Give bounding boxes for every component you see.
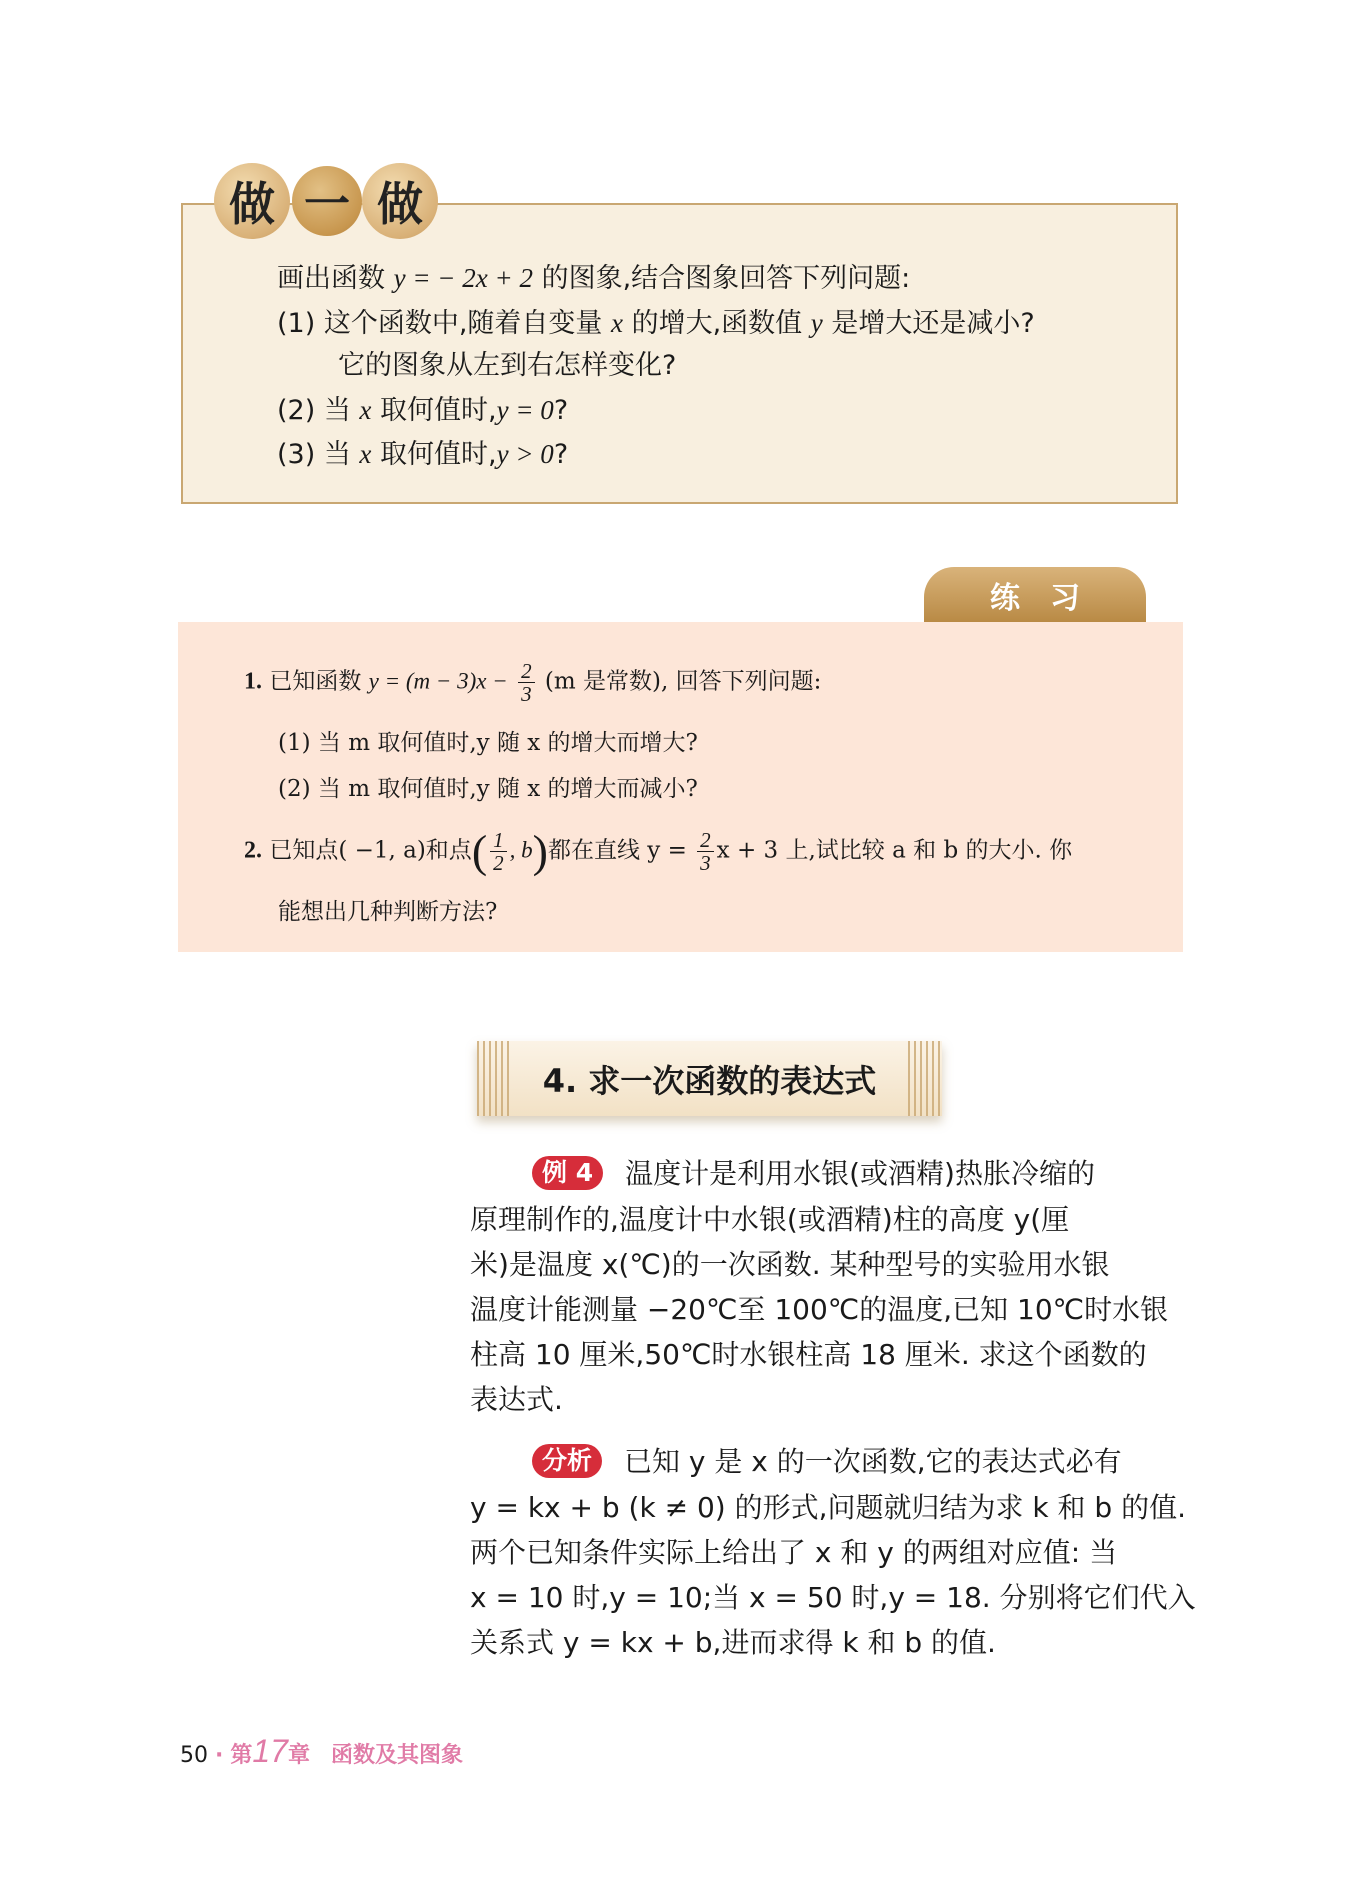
exercise-tab: 练习 [924,567,1146,622]
chapter-title: 函数及其图象 [330,1743,463,1768]
page-number: 50 [180,1743,208,1768]
fraction: $\frac{2}{3}$ [518,660,535,705]
example-line: 米)是温度 x(℃)的一次函数. 某种型号的实验用水银 [470,1248,1110,1281]
analysis-line: 两个已知条件实际上给出了 x 和 y 的两组对应值: 当 [470,1536,1118,1569]
analysis-line: y = kx + b (k ≠ 0) 的形式,问题就归结为求 k 和 b 的值. [470,1491,1186,1524]
analysis-line: x = 10 时,y = 10;当 x = 50 时,y = 18. 分别将它们代入 [470,1581,1196,1614]
example-badge: 例 4 [532,1156,603,1190]
activity-q1-line2: 它的图象从左到右怎样变化? [338,350,677,381]
activity-q2: (2) 当 x 取何值时,y = 0? [277,395,569,426]
example-line: 原理制作的,温度计中水银(或酒精)柱的高度 y(厘 [470,1203,1070,1236]
fraction: $\frac{1}{2}$ [490,829,507,874]
exercise-p1-s2: (2) 当 m 取何值时,y 随 x 的增大而减小? [278,776,698,802]
activity-title [214,163,439,239]
example-line: 表达式. [470,1383,563,1416]
title-stripes-left [477,1041,511,1116]
section-title [477,1041,942,1116]
activity-q3: (3) 当 x 取何值时,y > 0? [277,439,569,470]
title-stripes-right [908,1041,942,1116]
exercise-p2-line2: 能想出几种判断方法? [278,899,498,925]
example-line: 例 4 温度计是利用水银(或酒精)热胀冷缩的 [532,1152,1095,1196]
activity-title-char: 做 [214,163,290,239]
activity-title-char: 做 [362,163,438,239]
activity-title-char: 一 [292,166,362,236]
exercise-p2: 2. 已知点( −1, a)和点( $\frac{1}{2}$ , b)都在直线 y = $\frac{2}{3}$ x + 3 上,试比较 a 和 b 的大小. 你 [244,825,1073,877]
chapter-number: 17 [252,1733,288,1769]
analysis-badge: 分析 [532,1444,602,1478]
exercise-p1-s1: (1) 当 m 取何值时,y 随 x 的增大而增大? [278,730,698,756]
example-line: 柱高 10 厘米,50℃时水银柱高 18 厘米. 求这个函数的 [470,1338,1147,1371]
page-footer: 50 · 第17章 函数及其图象 [180,1733,463,1769]
activity-q1: (1) 这个函数中,随着自变量 x 的增大,函数值 y 是增大还是减小? [277,308,1035,339]
example-line: 温度计能测量 −20℃至 100℃的温度,已知 10℃时水银 [470,1293,1169,1326]
fraction: $\frac{2}{3}$ [697,829,714,874]
section-title-text: 4. 求一次函数的表达式 [542,1061,877,1100]
analysis-line: 分析 已知 y 是 x 的一次函数,它的表达式必有 [532,1440,1122,1484]
activity-intro: 画出函数 y = − 2x + 2 的图象,结合图象回答下列问题: [277,263,911,294]
exercise-p1: 1. 已知函数 y = (m − 3)x − $\frac{2}{3}$ (m 是常数), 回答下列问题: [244,659,822,706]
analysis-line: 关系式 y = kx + b,进而求得 k 和 b 的值. [470,1626,996,1659]
